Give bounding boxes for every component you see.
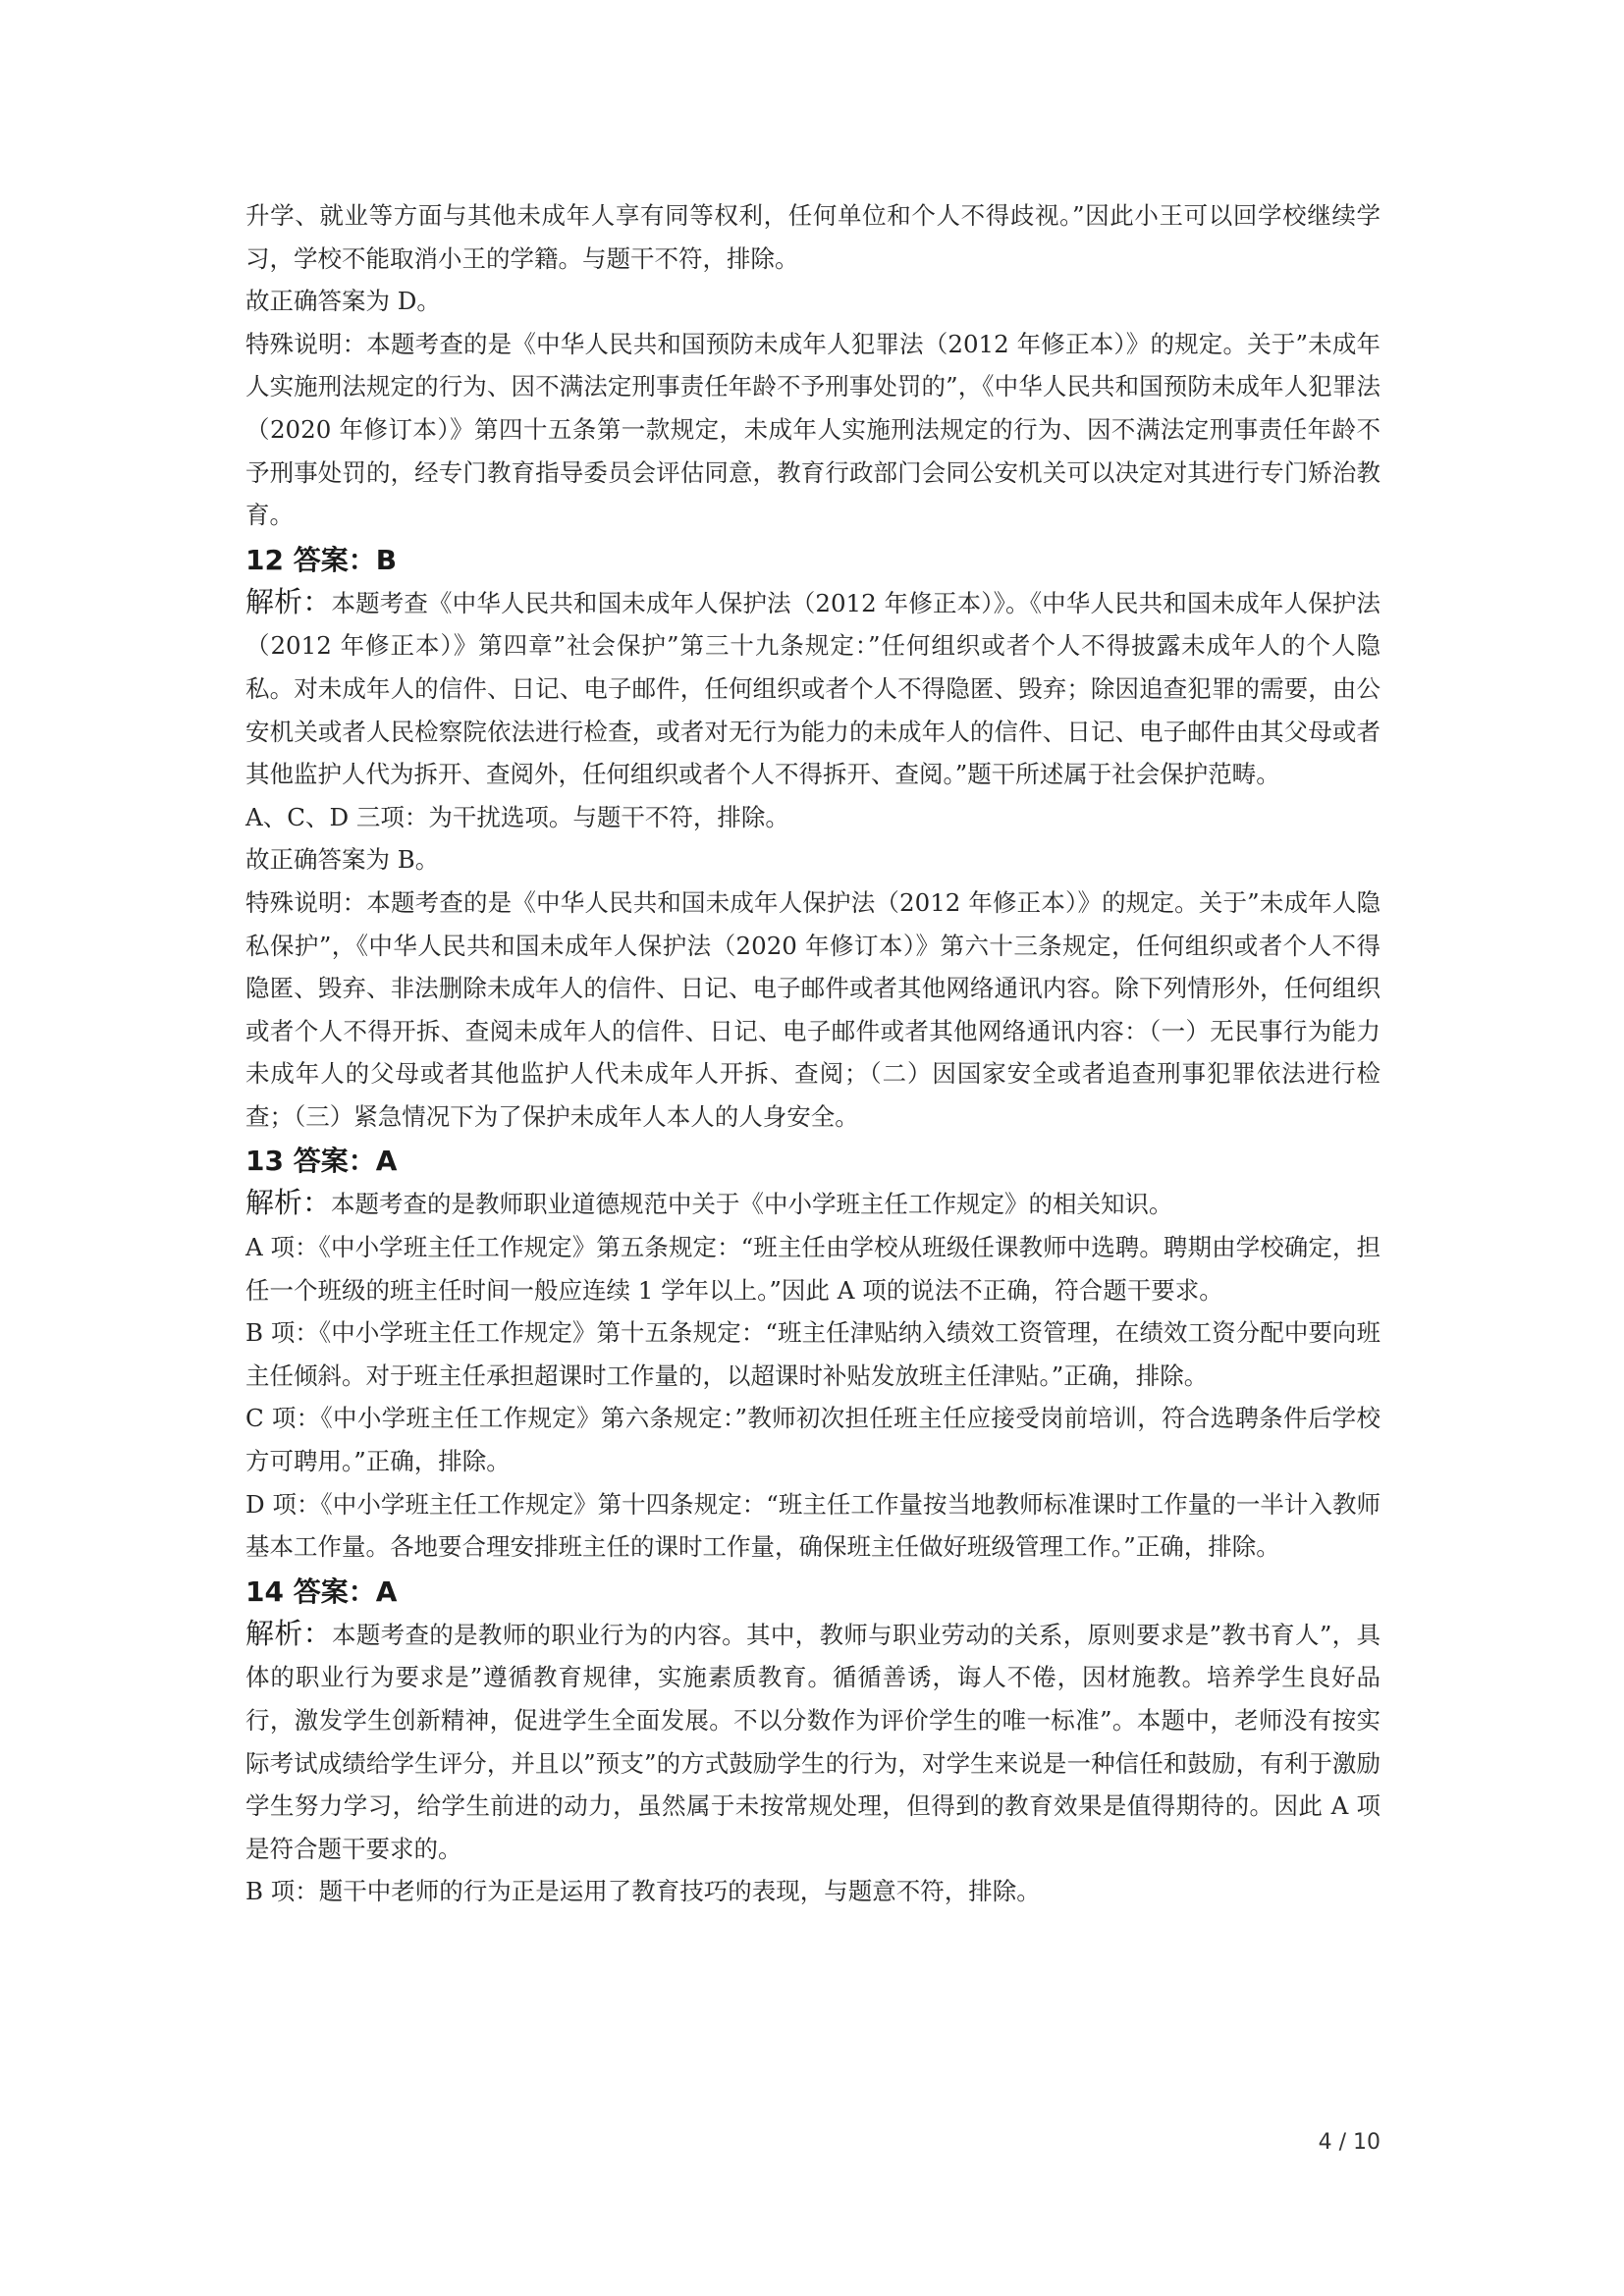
analysis-label: 解析： (245, 584, 332, 618)
document-body (245, 194, 1380, 1913)
analysis-label: 解析： (245, 1186, 332, 1220)
analysis-text: 本题考查《中华人民共和国未成年人保护法（2012 年修正本）》。《中华人民共和国未成年人保护法（2012 年修正本）》第四章”社会保护”第三十九条规定：”任何组织或者个人不得披露未成年人的个人隐私。对未成年人的信件、日记、电子邮件，任何组织或者个人不得隐匿、毁弃；除因追查犯罪的需要，由公安机关或者人民检察院依法进行检查，或者对无行为能力的未成年人的信件、日记、电子邮件由其父母或者其他监护人代为拆开、查阅外，任何组织或者个人不得拆开、查阅。”题干所述属于社会保护范畴。 (245, 588, 1380, 789)
paragraph: A、C、D 三项：为干扰选项。与题干不符，排除。 (245, 802, 789, 831)
paragraph: 特殊说明：本题考查的是《中华人民共和国预防未成年人犯罪法（2012 年修正本）》的规定。关于”未成年人实施刑法规定的行为、因不满法定刑事责任年龄不予刑事处罚的”，《中华人民共和国预防未成年人犯罪法（2020 年修订本）》第四十五条第一款规定，未成年人实施刑法规定的行为、因不满法定刑事责任年龄不予刑事处罚的，经专门教育指导委员会评估同意，教育行政部门会同公安机关可以决定对其进行专门矫治教育。 (245, 329, 1380, 530)
paragraph: 故正确答案为 D。 (245, 287, 441, 316)
answer-heading-14: 14 答案：A (245, 1575, 398, 1608)
option-b-paragraph: B 项：《中小学班主任工作规定》第十五条规定：“班主任津贴纳入绩效工资管理，在绩效工资分配中要向班主任倾斜。对于班主任承担超课时工作量的，以超课时补贴发放班主任津贴。”正确，排除。 (245, 1318, 1380, 1390)
analysis-text: 本题考查的是教师的职业行为的内容。其中，教师与职业劳动的关系，原则要求是”教书育人”，具体的职业行为要求是”遵循教育规律，实施素质教育。循循善诱，诲人不倦，因材施教。培养学生良好品行，激发学生创新精神，促进学生全面发展。不以分数作为评价学生的唯一标准”。本题中，老师没有按实际考试成绩给学生评分，并且以”预支”的方式鼓励学生的行为，对学生来说是一种信任和鼓励，有利于激励学生努力学习，给学生前进的动力，虽然属于未按常规处理，但得到的教育效果是值得期待的。因此 A 项是符合题干要求的。 (245, 1620, 1380, 1863)
paragraph: 升学、就业等方面与其他未成年人享有同等权利，任何单位和个人不得歧视。”因此小王可以回学校继续学习，学校不能取消小王的学籍。与题干不符，排除。 (245, 201, 1380, 273)
option-a-paragraph: A 项：《中小学班主任工作规定》第五条规定：“班主任由学校从班级任课教师中选聘。聘期由学校确定，担任一个班级的班主任时间一般应连续 1 学年以上。”因此 A 项的说法不正确，符合题干要求。 (245, 1233, 1380, 1305)
page-number: 4 / 10 (1318, 2130, 1380, 2155)
option-b-paragraph: B 项：题干中老师的行为正是运用了教育技巧的表现，与题意不符，排除。 (245, 1877, 1041, 1906)
paragraph: 特殊说明：本题考查的是《中华人民共和国未成年人保护法（2012 年修正本）》的规定。关于”未成年人隐私保护”，《中华人民共和国未成年人保护法（2020 年修订本）》第六十三条规定，任何组织或者个人不得隐匿、毁弃、非法删除未成年人的信件、日记、电子邮件或者其他网络通讯内容。除下列情形外，任何组织或者个人不得开拆、查阅未成年人的信件、日记、电子邮件或者其他网络通讯内容：（一）无民事行为能力未成年人的父母或者其他监护人代未成年人开拆、查阅；（二）因国家安全或者追查刑事犯罪依法进行检查；（三）紧急情况下为了保护未成年人本人的人身安全。 (245, 887, 1380, 1131)
answer-heading-12: 12 答案：B (245, 543, 398, 576)
option-c-paragraph: C 项：《中小学班主任工作规定》第六条规定：”教师初次担任班主任应接受岗前培训，符合选聘条件后学校方可聘用。”正确，排除。 (245, 1404, 1380, 1476)
analysis-paragraph (245, 1613, 1380, 1871)
analysis-label: 解析： (245, 1616, 332, 1650)
analysis-text: 本题考查的是教师职业道德规范中关于《中小学班主任工作规定》的相关知识。 (331, 1190, 1173, 1219)
option-d-paragraph: D 项：《中小学班主任工作规定》第十四条规定：“班主任工作量按当地教师标准课时工作量的一半计入教师基本工作量。各地要合理安排班主任的课时工作量，确保班主任做好班级管理工作。”正确，排除。 (245, 1489, 1380, 1562)
analysis-paragraph (245, 1182, 1380, 1226)
answer-heading-13: 13 答案：A (245, 1145, 398, 1178)
paragraph: 故正确答案为 B。 (245, 845, 440, 875)
analysis-paragraph (245, 581, 1380, 796)
